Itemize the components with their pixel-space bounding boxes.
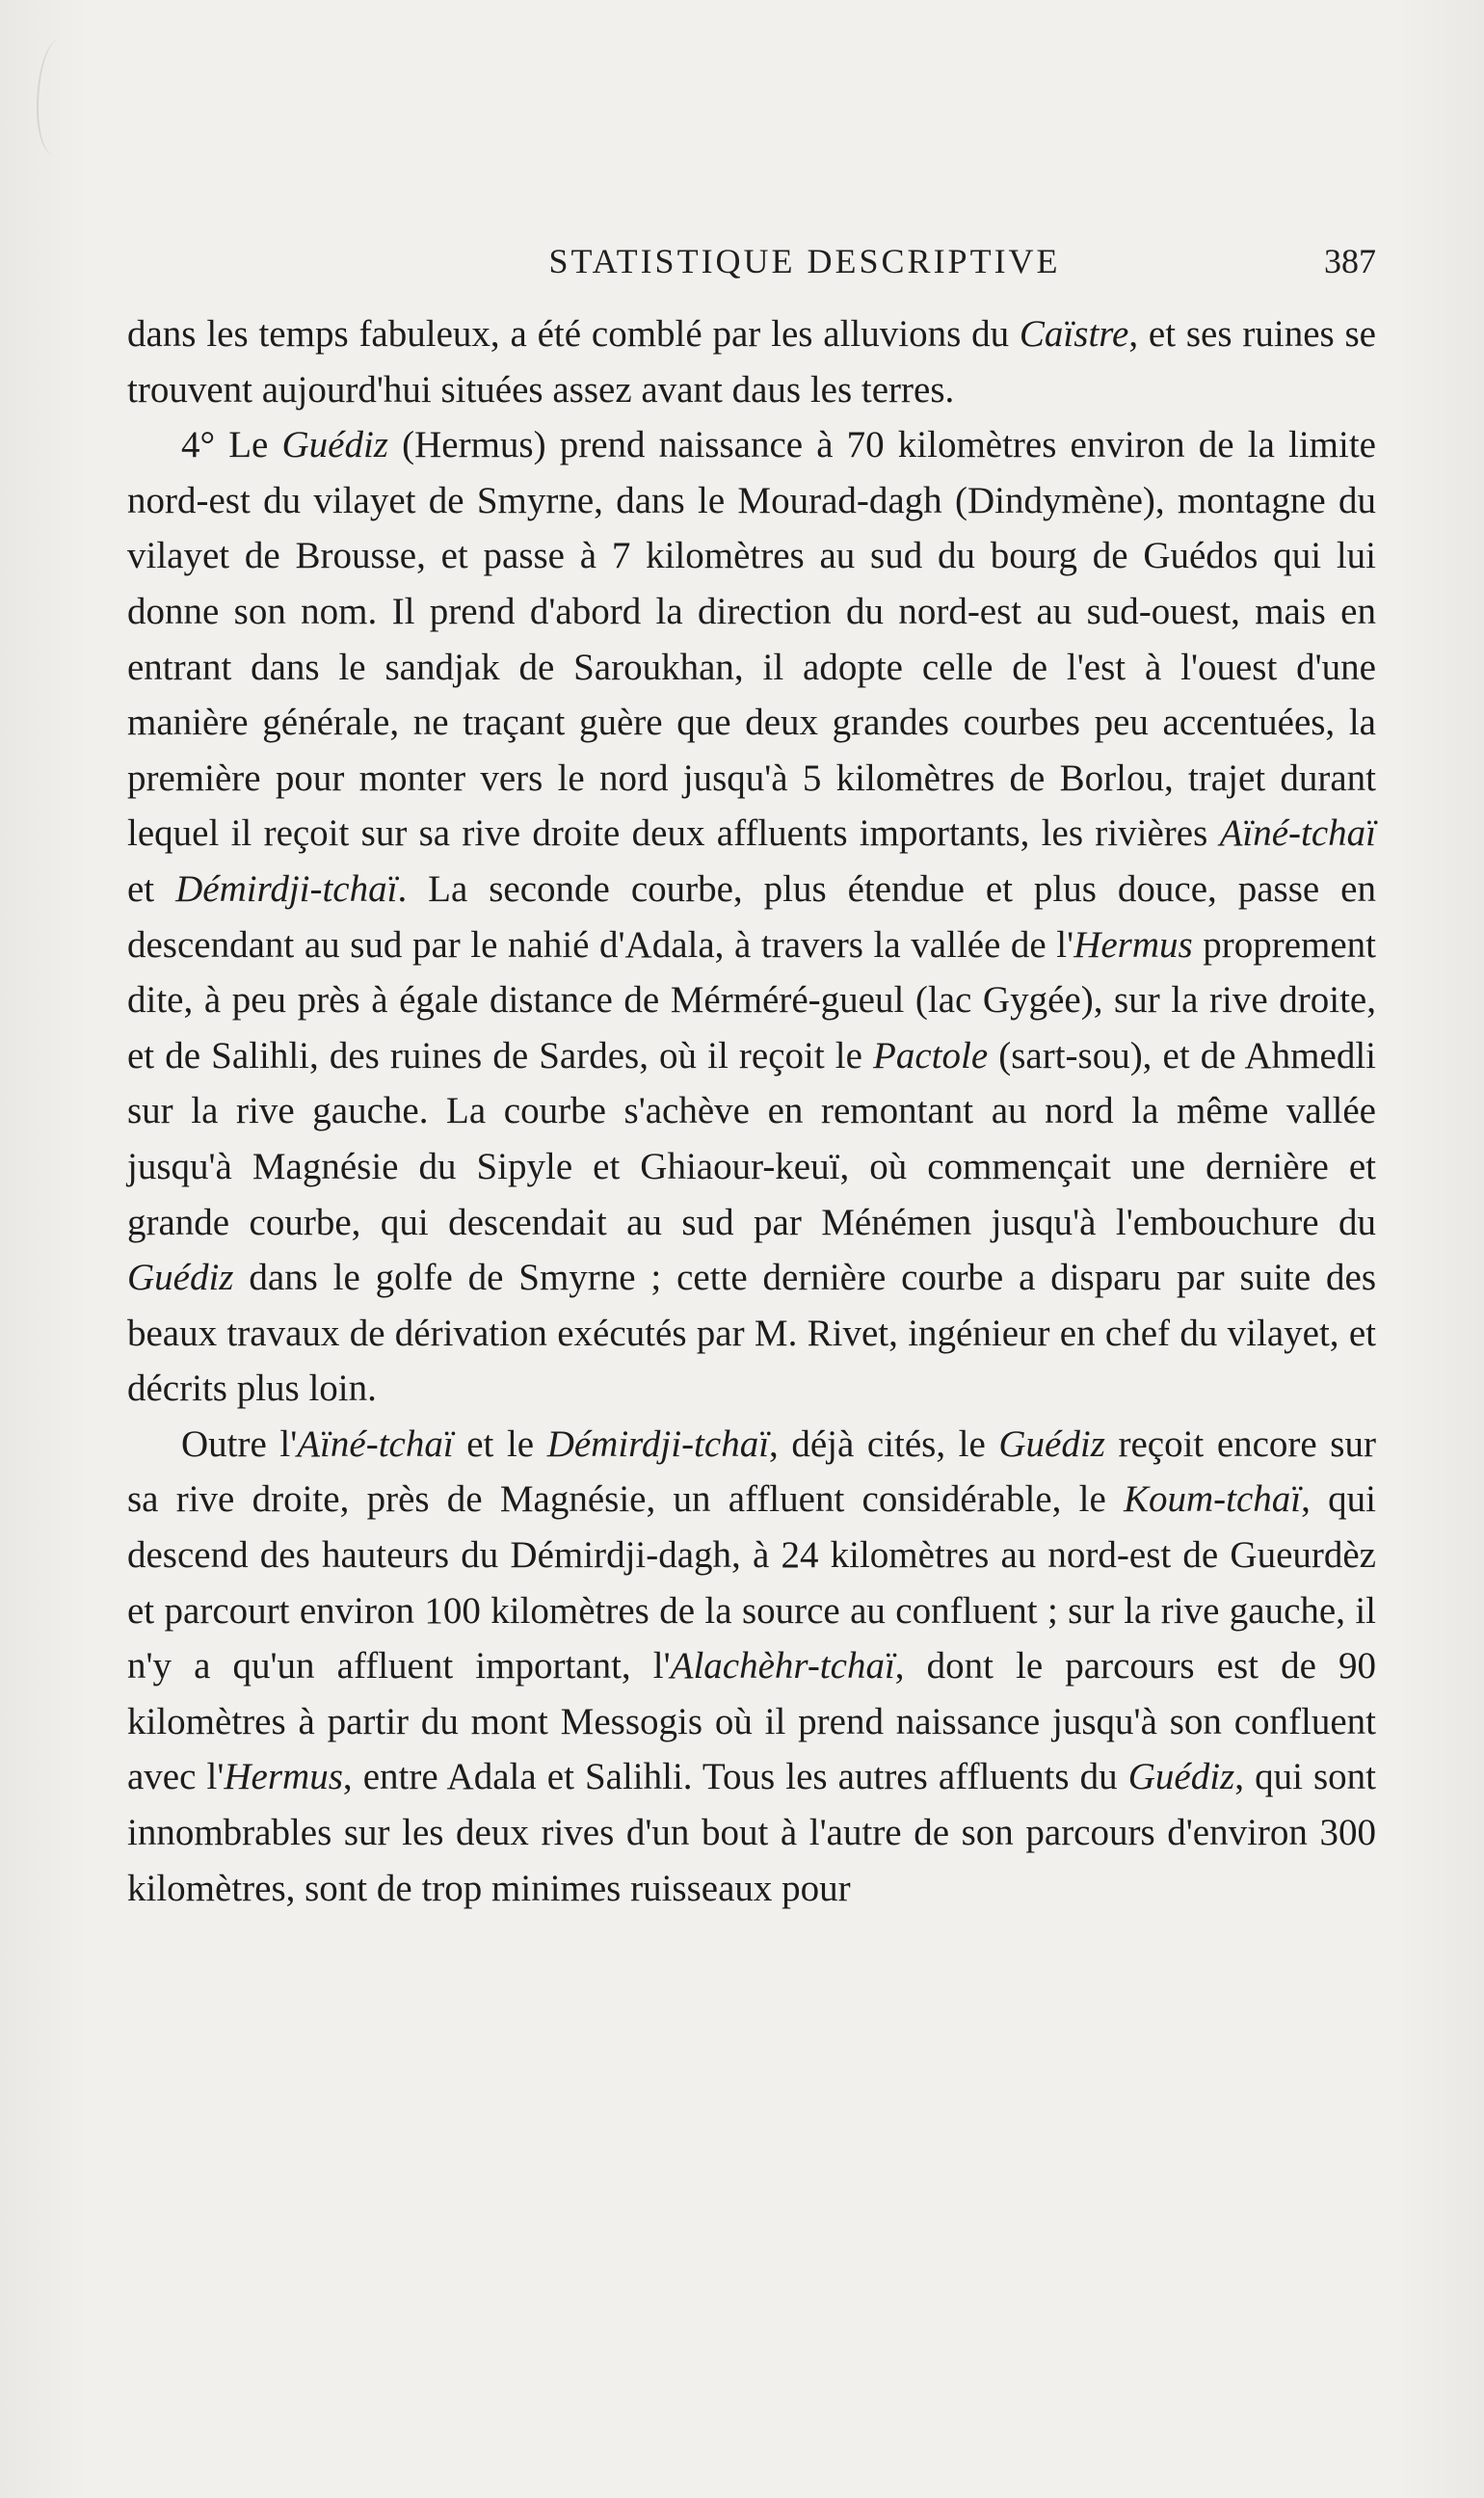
text-run: , qui sont innombrables sur les deux rives d'un bout à l'autre de son parcours d'environ 300 kilomètres, sont de trop minimes ruisseaux pour <box>127 1756 1376 1909</box>
text-run: , qui descend des hauteurs du Démirdji-dagh, à 24 kilomètres au nord-est de Gueurdèz et parcourt environ 100 kilomètres de la source au confluent ; sur la rive gauche, il n'y a qu'un affluent important, l' <box>127 1478 1376 1687</box>
italic-term: Démirdji-tchaï <box>175 867 398 910</box>
italic-term: Guédiz <box>998 1422 1105 1465</box>
italic-term: Guédiz <box>127 1257 234 1299</box>
text-run: (Hermus) prend naissance à 70 kilomètres environ de la limite nord-est du vilayet de Smyrne, dans le Mourad-dagh (Dindymène), montagne du vilayet de Brousse, et passe à 7 kilomètres au sud du bourg de Guédos qui lui donne son nom. Il prend d'abord la direction du nord-est au sud-ouest, mais en entrant dans le sandjak de Saroukhan, il adopte celle de l'est à l'ouest d'une manière générale, ne traçant guère que deux grandes courbes peu accentuées, la première pour monter vers le nord jusqu'à 5 kilomètres de Borlou, trajet durant lequel il reçoit sur sa rive droite deux affluents importants, les rivières <box>127 424 1376 855</box>
body-text <box>127 306 1376 1916</box>
italic-term: Guédiz <box>281 424 388 466</box>
italic-term: Démirdji-tchaï <box>546 1422 770 1465</box>
page-header <box>127 241 1376 289</box>
italic-term: Caïstre <box>1019 313 1129 355</box>
text-run: , et ses ruines se trouvent aujourd'hui situées assez avant daus les terres. <box>127 313 1376 411</box>
text-run: 4° Le <box>181 424 282 466</box>
text-run: dans le golfe de Smyrne ; cette dernière courbe a disparu par suite des beaux travaux de dérivation exécutés par M. Rivet, ingénieur en chef du vilayet, et décrits plus loin. <box>127 1257 1376 1410</box>
text-run: dans les temps fabuleux, a été comblé par les alluvions du <box>127 313 1020 355</box>
text-run: . La seconde courbe, plus étendue et plus douce, passe en descendant au sud par le nahié d'Adala, à travers la vallée de l' <box>127 867 1376 966</box>
text-run: proprement dite, à peu près à égale distance de Mérméré-gueul (lac Gygée), sur la rive droite, et de Salihli, des ruines de Sardes, où il reçoit le <box>127 923 1377 1076</box>
italic-term: Alachèhr-tchaï <box>670 1645 895 1687</box>
italic-term: Aïné-tchaï <box>297 1422 454 1465</box>
italic-term: Koum-tchaï <box>1124 1478 1302 1521</box>
italic-term: Hermus <box>1073 923 1193 966</box>
text-run: reçoit encore sur sa rive droite, près de Magnésie, un affluent considérable, le <box>127 1422 1376 1521</box>
running-title: STATISTIQUE DESCRIPTIVE <box>548 242 1061 280</box>
italic-term: Aïné-tchaï <box>1219 812 1376 855</box>
italic-term: Guédiz <box>1127 1756 1235 1798</box>
italic-term: Hermus <box>224 1756 343 1798</box>
page-number: 387 <box>1324 242 1376 280</box>
text-run: (sart-sou), et de Ahmedli sur la rive gauche. La courbe s'achève en remontant au nord la même vallée jusqu'à Magnésie du Sipyle et Ghiaour-keuï, où commençait une dernière et grande courbe, qui descendait au sud par Ménémen jusqu'à l'embouchure du <box>127 1034 1376 1243</box>
italic-term: Pactole <box>873 1034 989 1076</box>
text-run: Outre l' <box>181 1422 298 1465</box>
paragraph-affluents <box>127 1417 1376 1916</box>
text-run: , entre Adala et Salihli. Tous les autres affluents du <box>342 1756 1128 1798</box>
paragraph-continuation <box>127 306 1376 417</box>
text-run: , dont le parcours est de 90 kilomètres à partir du mont Messogis où il prend naissance jusqu'à son confluent avec l' <box>127 1645 1376 1798</box>
text-run: et le <box>453 1422 547 1465</box>
text-run: , déjà cités, le <box>769 1422 999 1465</box>
page-edge-mark <box>37 39 77 154</box>
text-run: et <box>127 867 176 910</box>
paragraph-guediz <box>127 417 1376 1417</box>
